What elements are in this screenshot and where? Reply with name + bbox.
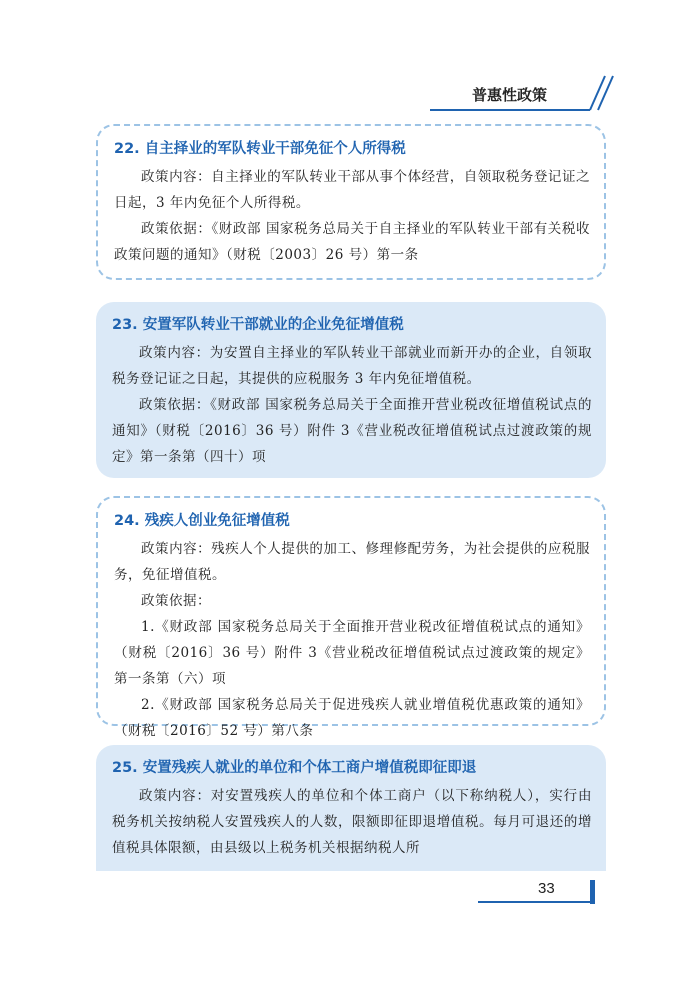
policy-title: 23. 安置军队转业干部就业的企业免征增值税 <box>112 317 404 333</box>
policy-item-23 <box>96 302 606 478</box>
policy-basis: 政策依据：《财政部 国家税务总局关于全面推开营业税改征增值税试点的通知》（财税〔2016〕36 号）附件 3《营业税改征增值税试点过渡政策的规定》第一条第（四十）项 <box>112 397 592 465</box>
section-title: 普惠性政策 <box>472 86 548 104</box>
policy-item-24 <box>96 496 606 739</box>
policy-item-25 <box>96 745 606 871</box>
policy-content: 政策内容：残疾人个人提供的加工、修理修配劳务，为社会提供的应税服务，免征增值税。 <box>114 541 590 583</box>
policy-content: 政策内容：对安置残疾人的单位和个体工商户（以下称纳税人），实行由税务机关按纳税人安置残疾人的人数，限额即征即退增值税。每月可退还的增值税具体限额，由县级以上税务机关根据纳税人所 <box>112 788 592 856</box>
policy-title: 25. 安置残疾人就业的单位和个体工商户增值税即征即退 <box>112 760 477 776</box>
policy-basis-2: 2.《财政部 国家税务总局关于促进残疾人就业增值税优惠政策的通知》（财税〔2016〕52 号）第八条 <box>114 697 590 739</box>
policy-basis: 政策依据：《财政部 国家税务总局关于自主择业的军队转业干部有关税收政策问题的通知》（财税〔2003〕26 号）第一条 <box>114 221 590 263</box>
policy-title: 22. 自主择业的军队转业干部免征个人所得税 <box>114 141 406 157</box>
page-footer <box>478 876 608 906</box>
policy-content: 政策内容：自主择业的军队转业干部从事个体经营，自领取税务登记证之日起，3 年内免征个人所得税。 <box>114 169 590 211</box>
policy-content: 政策内容：为安置自主择业的军队转业干部就业而新开办的企业，自领取税务登记证之日起，其提供的应税服务 3 年内免征增值税。 <box>112 345 592 387</box>
running-header <box>430 72 620 114</box>
policy-basis-label: 政策依据： <box>141 593 211 609</box>
policy-title: 24. 残疾人创业免征增值税 <box>114 513 290 529</box>
page-number: 33 <box>538 880 555 897</box>
policy-basis-1: 1.《财政部 国家税务总局关于全面推开营业税改征增值税试点的通知》（财税〔2016〕36 号）附件 3《营业税改征增值税试点过渡政策的规定》第一条第（六）项 <box>114 619 590 687</box>
policy-item-22 <box>96 124 606 280</box>
